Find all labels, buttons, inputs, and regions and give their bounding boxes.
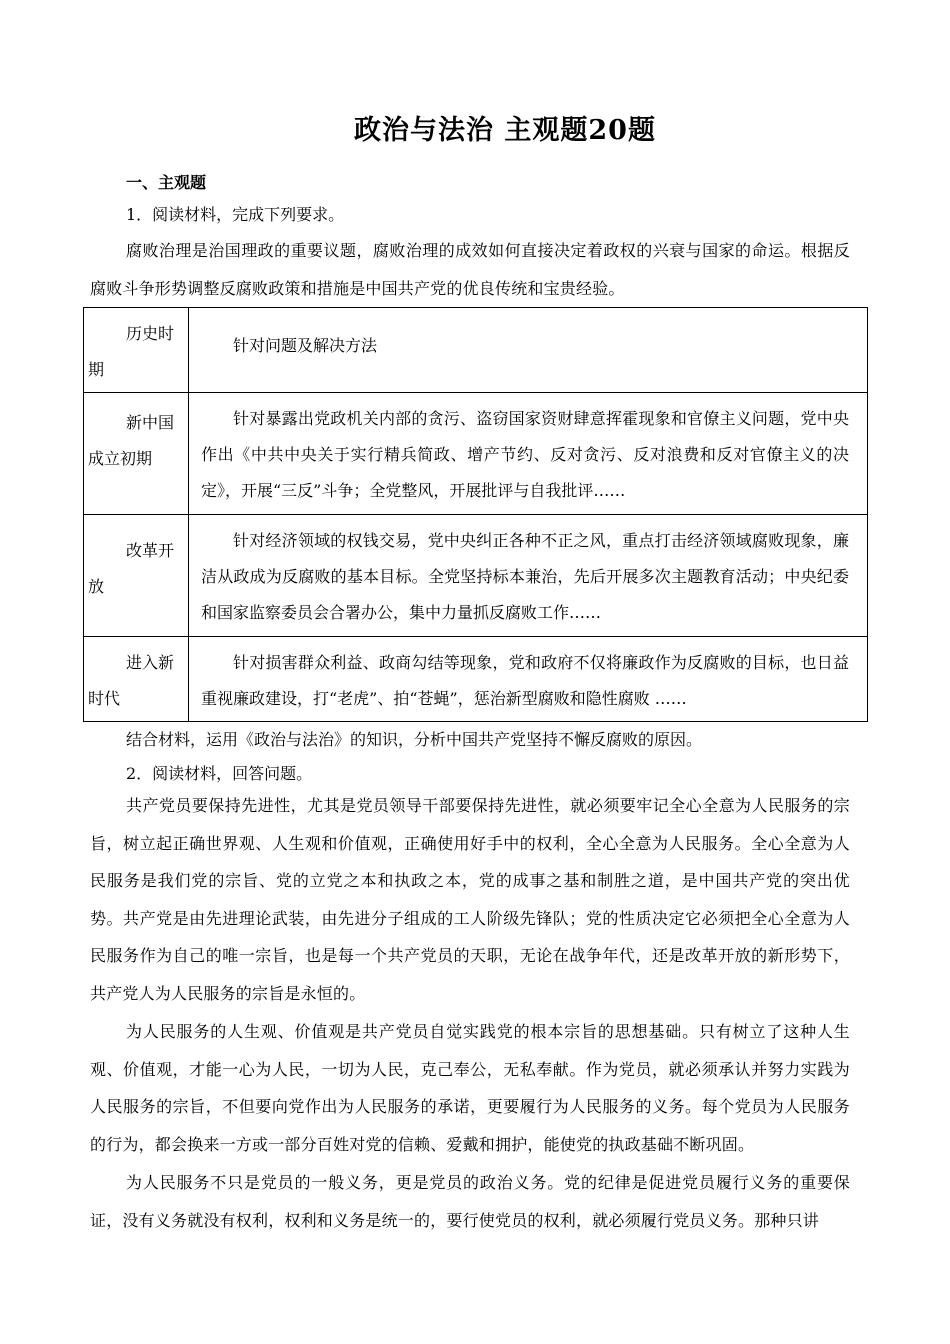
question-1-label: 1．阅读材料，完成下列要求。 bbox=[126, 205, 345, 224]
question-1-prompt: 结合材料，运用《政治与法治》的知识，分析中国共产党坚持不懈反腐败的原因。 bbox=[126, 730, 703, 749]
table-row-period: 进入新时代 bbox=[88, 653, 175, 708]
table-header-row bbox=[84, 308, 868, 393]
question-2-paragraph: 为人民服务的人生观、价值观是共产党员自觉实践党的根本宗旨的思想基础。只有树立了这种人生观、价值观，才能一心为人民，一切为人民，克己奉公，无私奉献。作为党员，就必须承认并努力实践为人民服务的宗旨，不但要向党作出为人民服务的承诺，更要履行为人民服务的义务。每个党员为人民服务的行为，都会换来一方或一部分百姓对党的信赖、爱戴和拥护，能使党的执政基础不断巩固。 bbox=[90, 1022, 850, 1154]
table-header-period-cell bbox=[84, 308, 189, 393]
table-header-content-cell bbox=[189, 308, 868, 393]
table-row bbox=[84, 393, 868, 515]
table-row-content: 针对暴露出党政机关内部的贪污、盗窃国家资财肆意挥霍现象和官僚主义问题，党中央作出《中共中央关于实行精兵简政、增产节约、反对贪污、反对浪费和反对官僚主义的决定》，开展“三反”斗争；全党整风，开展批评与自我批评…… bbox=[201, 409, 849, 500]
section-heading: 一、主观题 bbox=[126, 173, 207, 192]
question-2-label: 2．阅读材料，回答问题。 bbox=[126, 764, 313, 783]
material-table bbox=[83, 307, 868, 722]
table-row-content: 针对损害群众利益、政商勾结等现象，党和政府不仅将廉政作为反腐败的目标，也日益重视廉政建设，打“老虎”、拍“苍蝇”，惩治新型腐败和隐性腐败 …… bbox=[201, 653, 849, 708]
table-row-period: 新中国成立初期 bbox=[88, 413, 175, 468]
table-row bbox=[84, 637, 868, 722]
table-row bbox=[84, 515, 868, 637]
page-title: 政治与法治 主观题20题 bbox=[354, 115, 656, 146]
question-1-intro: 腐败治理是治国理政的重要议题，腐败治理的成效如何直接决定着政权的兴衰与国家的命运。根据反腐败斗争形势调整反腐败政策和措施是中国共产党的优良传统和宝贵经验。 bbox=[90, 241, 850, 298]
table-header-content: 针对问题及解决方法 bbox=[233, 336, 378, 355]
table-row-content: 针对经济领域的权钱交易，党中央纠正各种不正之风，重点打击经济领域腐败现象，廉洁从政成为反腐败的基本目标。全党坚持标本兼治，先后开展多次主题教育活动；中央纪委和国家监察委员会合署办公，集中力量抓反腐败工作…… bbox=[201, 531, 849, 622]
question-2-paragraph: 共产党员要保持先进性，尤其是党员领导干部要保持先进性，就必须要牢记全心全意为人民服务的宗旨，树立起正确世界观、人生观和价值观，正确使用好手中的权利，全心全意为人民服务。全心全意为人民服务是我们党的宗旨、党的立党之本和执政之本，党的成事之基和制胜之道，是中国共产党的突出优势。共产党是由先进理论武装，由先进分子组成的工人阶级先锋队；党的性质决定它必须把全心全意为人民服务作为自己的唯一宗旨，也是每一个共产党员的天职，无论在战争年代，还是改革开放的新形势下，共产党人为人民服务的宗旨是永恒的。 bbox=[90, 796, 850, 1003]
table-header-period: 历史时期 bbox=[88, 324, 175, 379]
table-row-period: 改革开放 bbox=[88, 541, 175, 596]
question-2-paragraph: 为人民服务不只是党员的一般义务，更是党员的政治义务。党的纪律是促进党员履行义务的重要保证，没有义务就没有权利，权利和义务是统一的，要行使党员的权利，就必须履行党员义务。那种只讲 bbox=[90, 1173, 850, 1230]
